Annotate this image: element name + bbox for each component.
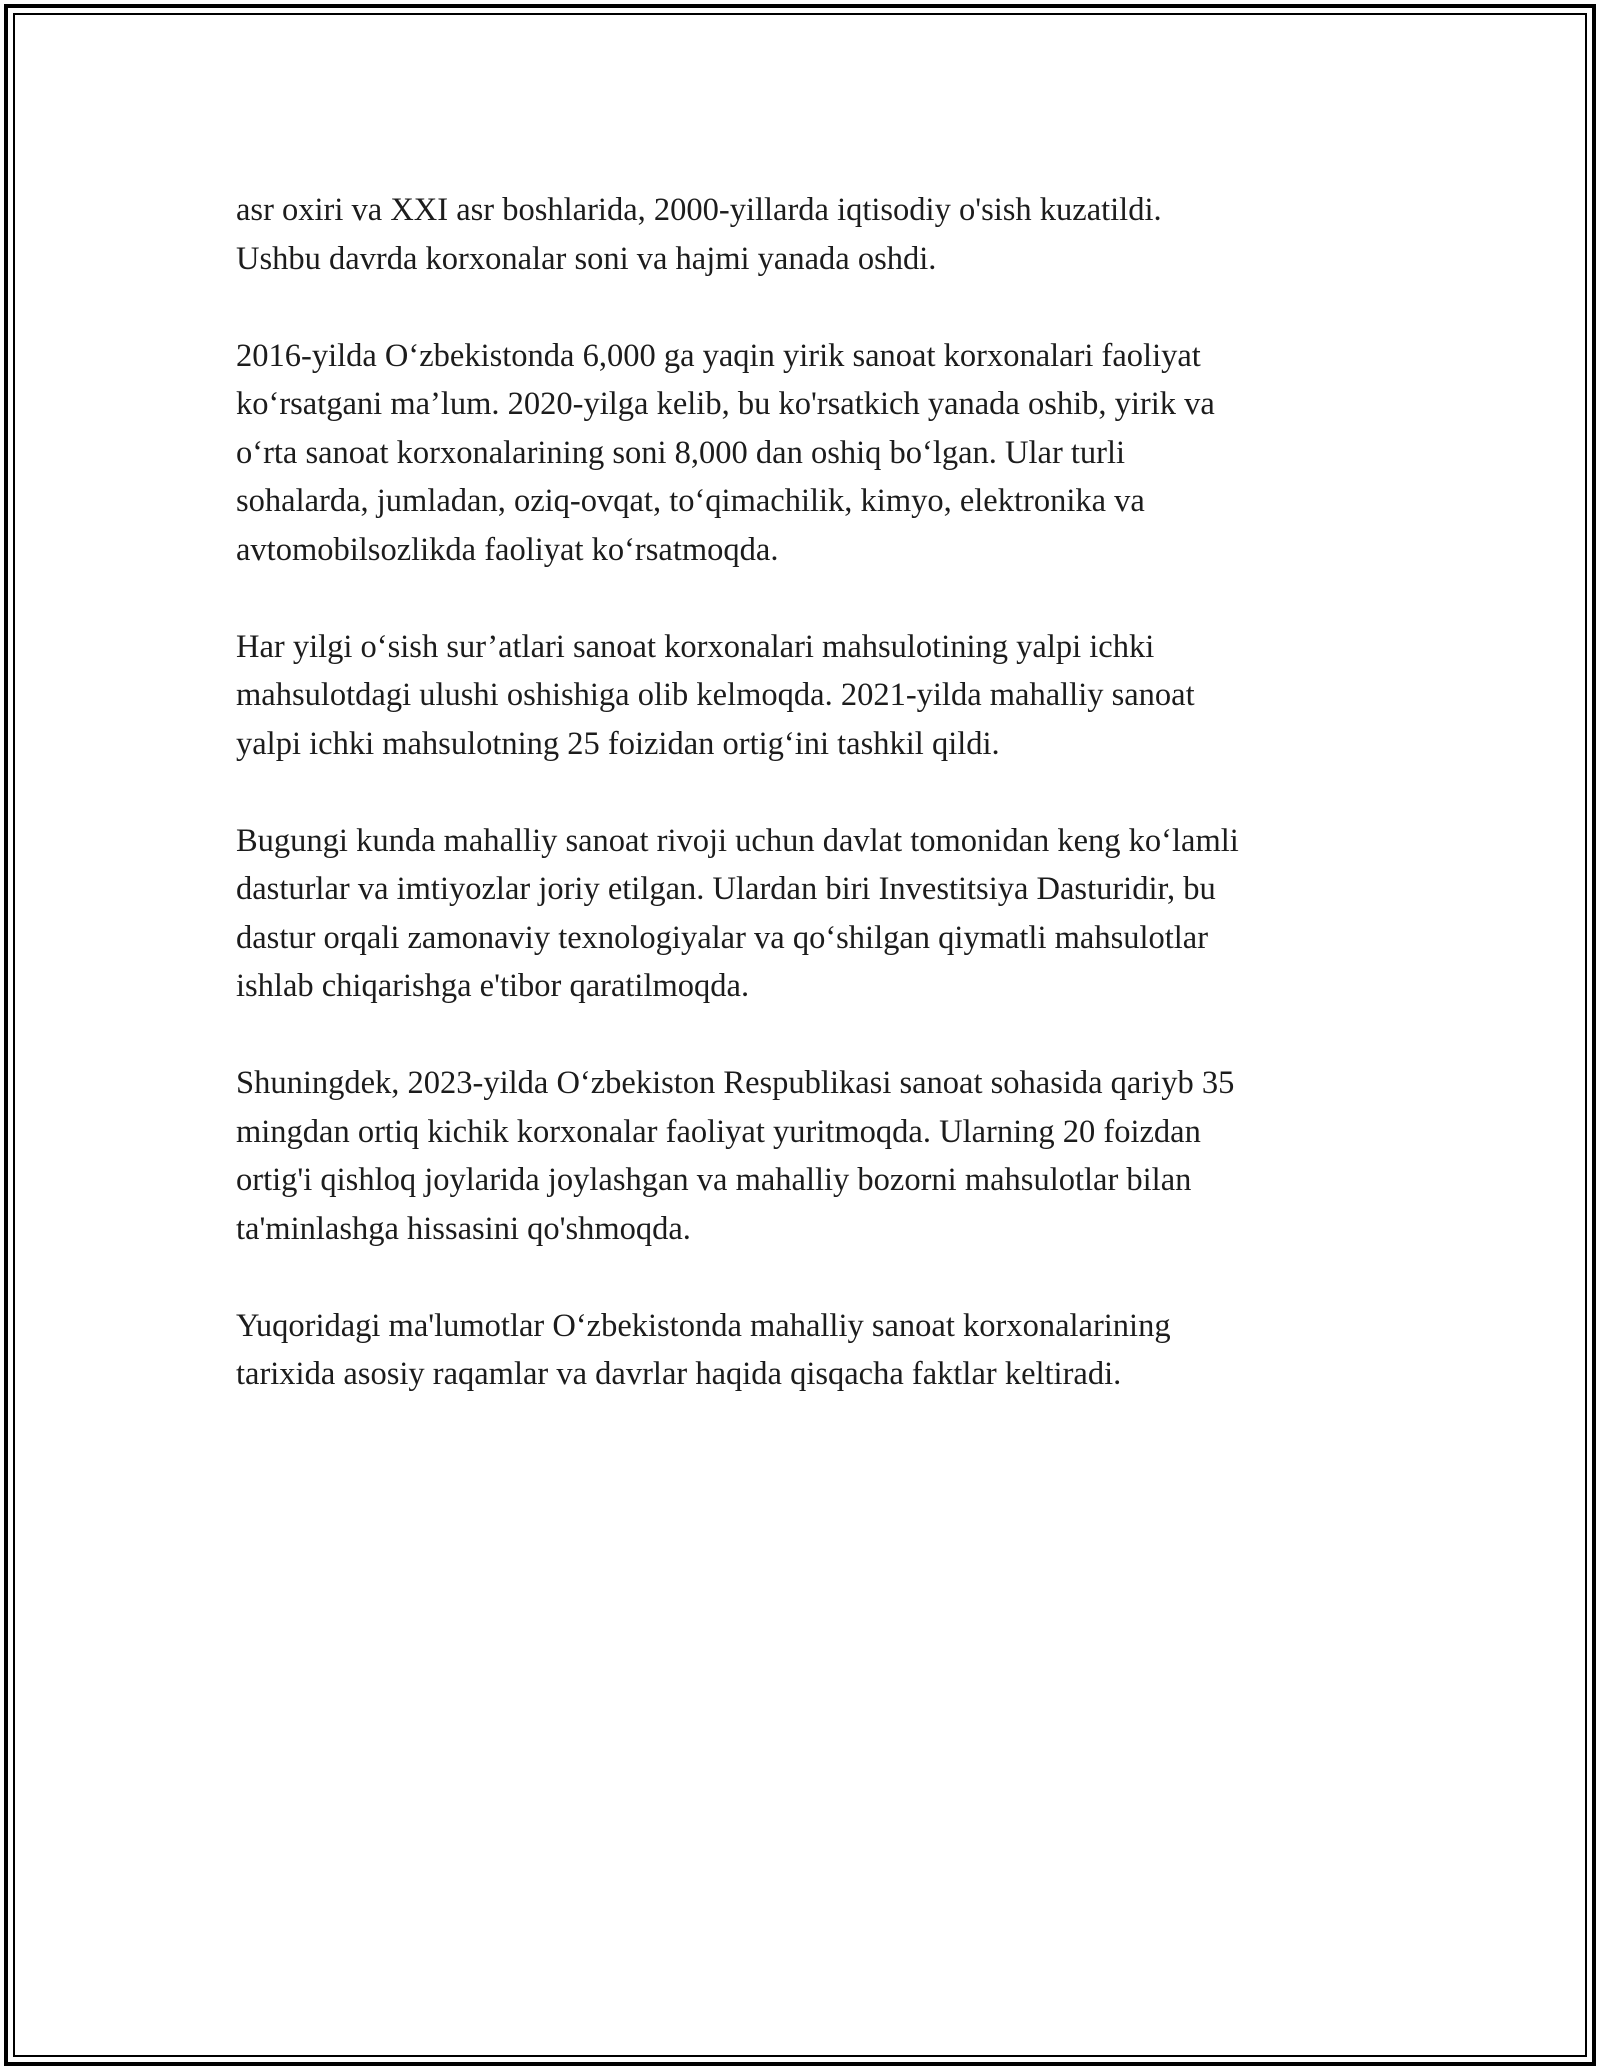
paragraph-gdp-share: Har yilgi o‘sish sur’atlari sanoat korxonalari mahsulotining yalpi ichki mahsulotdagi ulushi oshishiga olib kelmoqda. 2021-yilda mahalliy sanoat yalpi ichki mahsulotning 25 foizidan ortig‘ini tashkil qildi. [236, 628, 1195, 762]
paragraph-conclusion: Yuqoridagi ma'lumotlar O‘zbekistonda mahalliy sanoat korxonalarining tarixida asosiy raqamlar va davrlar haqida qisqacha faktlar keltiradi. [236, 1307, 1171, 1392]
paragraph-state-programs: Bugungi kunda mahalliy sanoat rivoji uchun davlat tomonidan keng ko‘lamli dasturlar va imtiyozlar joriy etilgan. Ulardan biri Investitsiya Dasturidir, bu dastur orqali zamonaviy texnologiyalar va qo‘shilgan qiymatli mahsulotlar ishlab chiqarishga e'tibor qaratilmoqda. [236, 822, 1239, 1004]
paragraph-enterprises-2016-2020: 2016-yilda O‘zbekistonda 6,000 ga yaqin yirik sanoat korxonalari faoliyat ko‘rsatgani ma’lum. 2020-yilga kelib, bu ko'rsatkich yanada oshib, yirik va o‘rta sanoat korxonalarining soni 8,000 dan oshiq bo‘lgan. Ular turli sohalarda, jumladan, oziq-ovqat, to‘qimachilik, kimyo, elektronika va avtomobilsozlikda faoliyat ko‘rsatmoqda. [236, 337, 1215, 568]
paragraph-small-enterprises-2023: Shuningdek, 2023-yilda O‘zbekiston Respublikasi sanoat sohasida qariyb 35 mingdan ortiq kichik korxonalar faoliyat yuritmoqda. Ularning 20 foizdan ortig'i qishloq joylarida joylashgan va mahalliy bozorni mahsulotlar bilan ta'minlashga hissasini qo'shmoqda. [236, 1065, 1235, 1247]
document-body [236, 186, 1386, 1447]
paragraph-growth-2000s: asr oxiri va XXI asr boshlarida, 2000-yillarda iqtisodiy o'sish kuzatildi. Ushbu davrda korxonalar soni va hajmi yanada oshdi. [236, 192, 1162, 277]
